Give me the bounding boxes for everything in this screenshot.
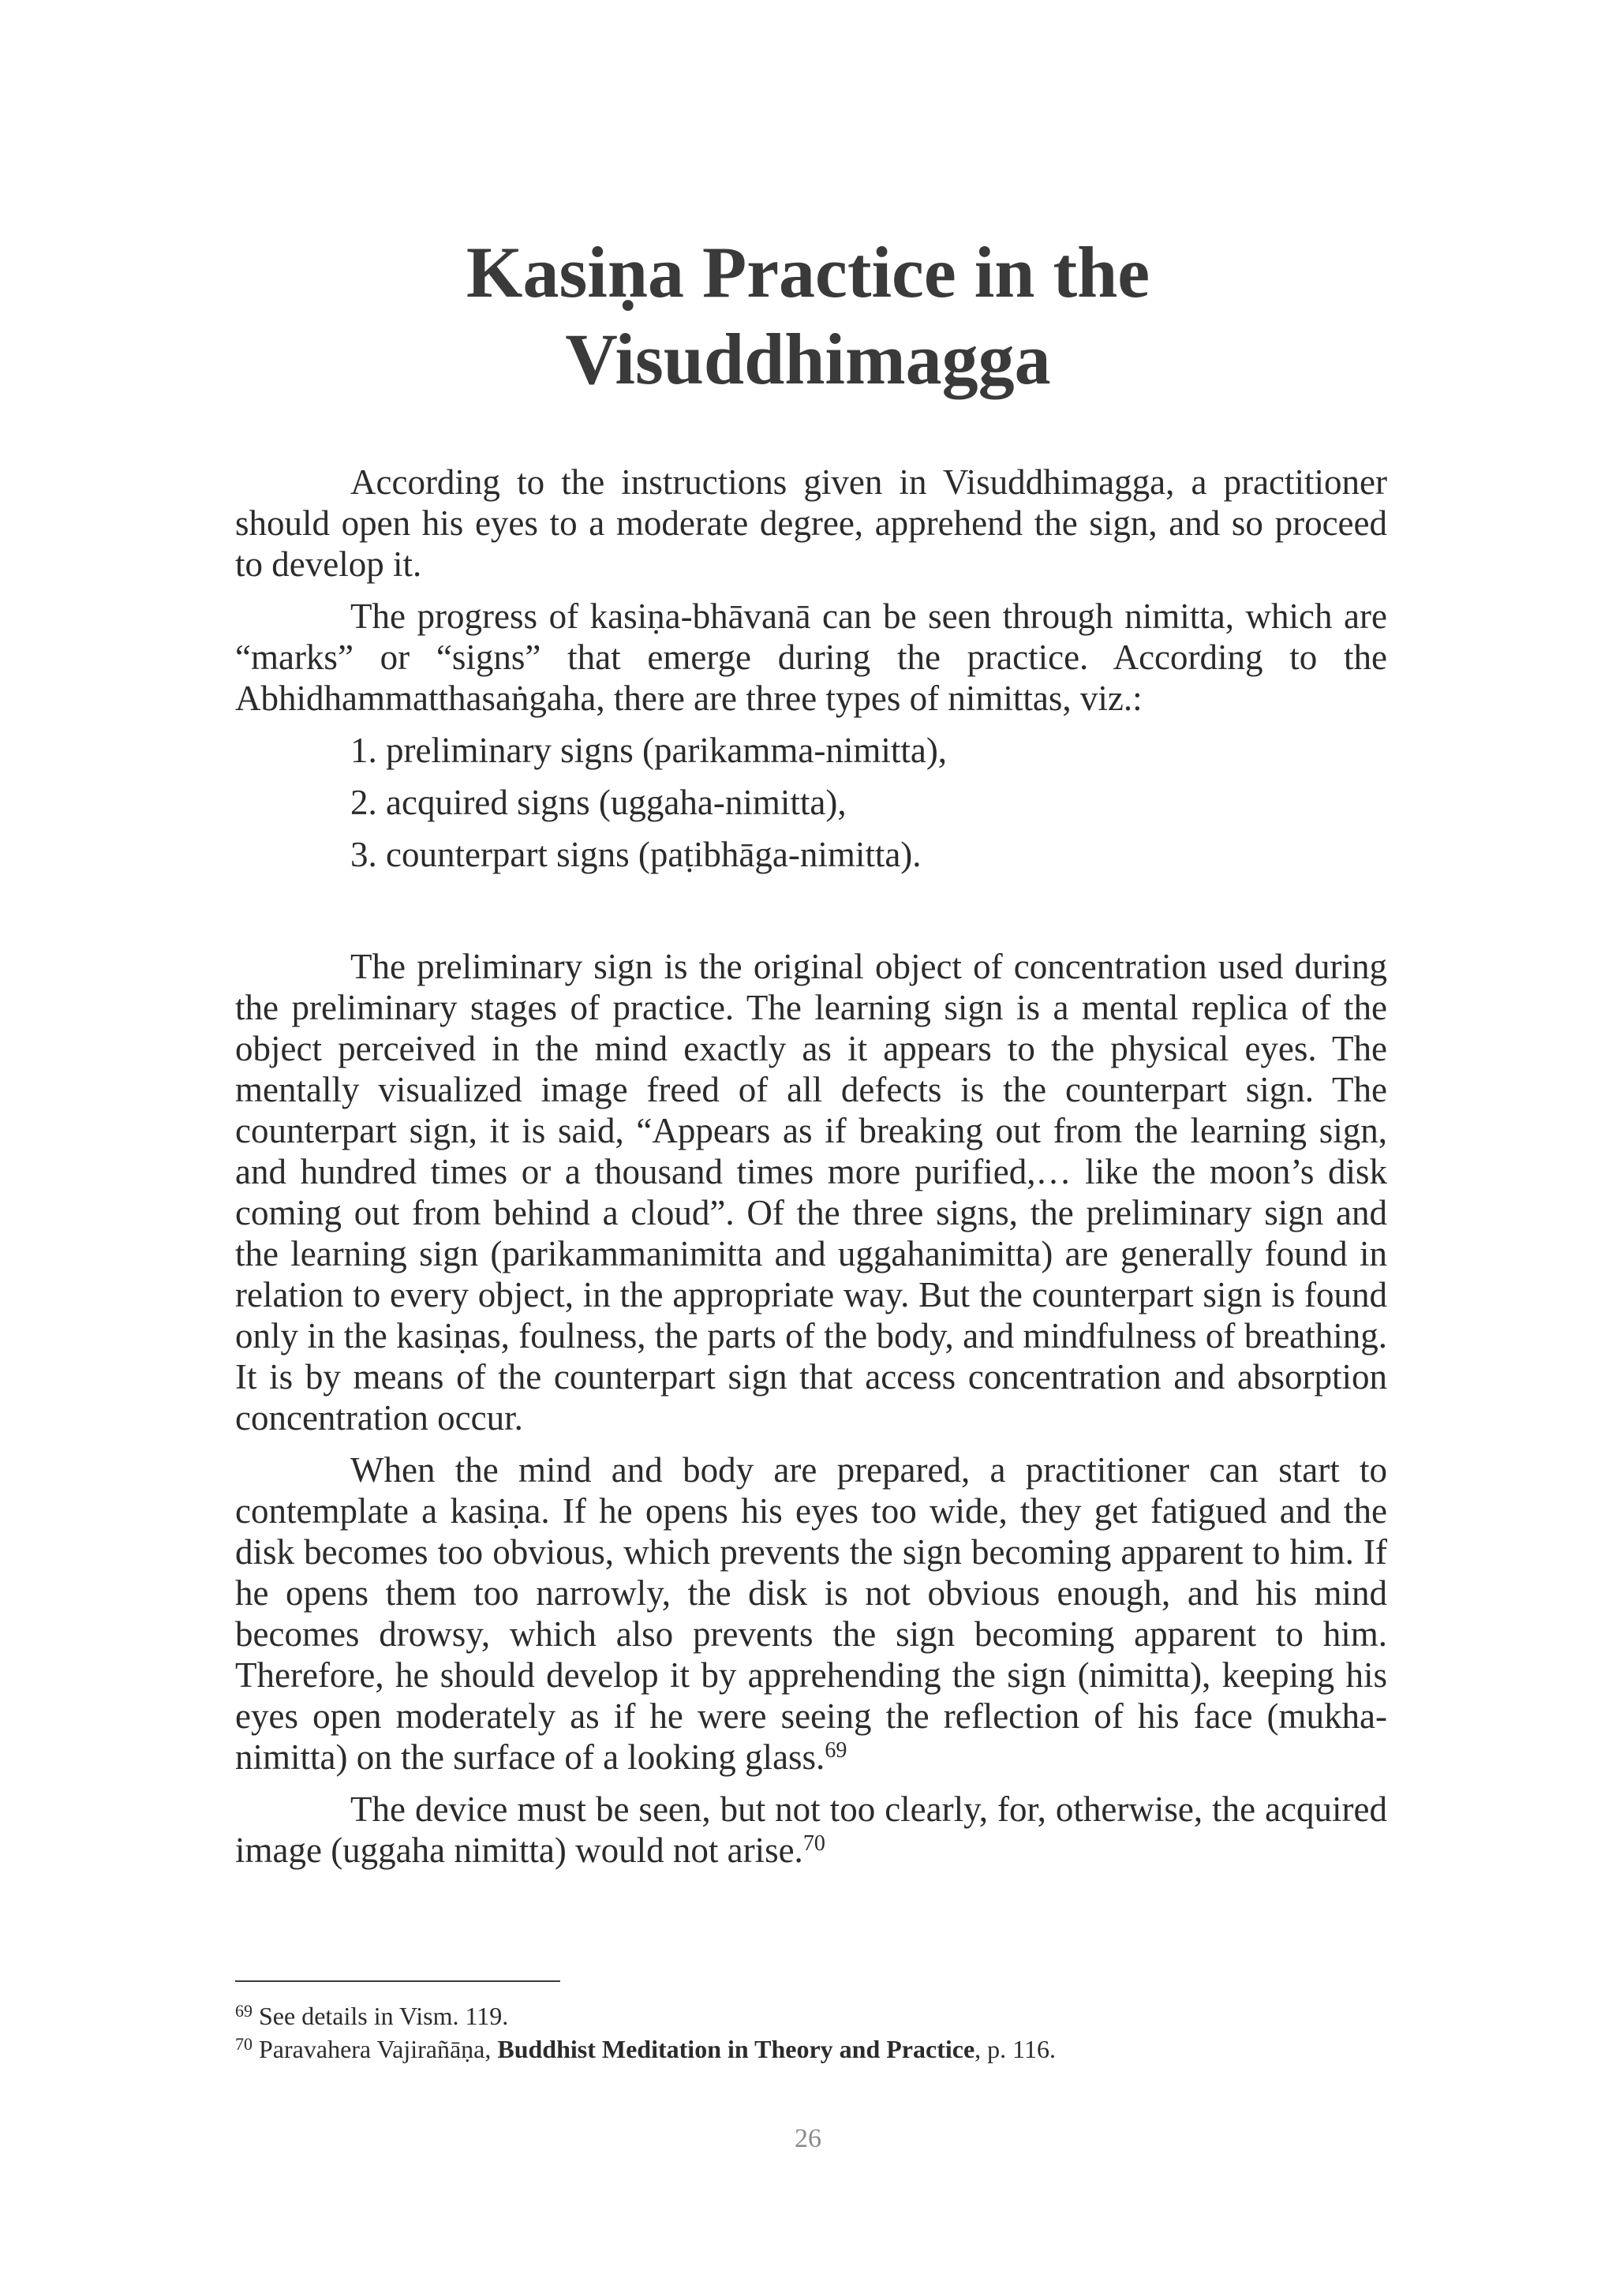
footnote-70 [235,2032,1387,2066]
footnote-ref-70[interactable]: 70 [802,1831,825,1856]
body-text [235,462,1387,1871]
footnote-author: Paravahera Vajirañāṇa, [259,2035,498,2063]
paragraph-4 [235,1449,1387,1778]
title-line-1: Kasiṇa Practice in the [466,232,1150,312]
paragraph-2: The progress of kasiṇa-bhāvanā can be seen through nimitta, which are “marks” or “signs” that emerge during the practice. According to the Abhidhammatthasaṅgaha, there are three types of nimittas, viz.: [235,596,1387,718]
paragraph-1: According to the instructions given in Visuddhimagga, a practitioner should open his eyes to a moderate degree, apprehend the sign, and so proceed to develop it. [235,462,1387,584]
list-item: 2. acquired signs (uggaha-nimitta), [350,783,847,822]
nimitta-list [235,730,1387,875]
footnotes [235,1999,1387,2066]
footnote-page: , p. 116. [974,2035,1056,2063]
title-line-2: Visuddhimagga [565,319,1051,399]
paragraph-4-text: When the mind and body are prepared, a practitioner can start to contemplate a kasiṇa. If he opens his eyes too wide, they get fatigued and the disk becomes too obvious, which prevents the sign becoming apparent to him. If he opens them too narrowly, the disk is not obvious enough, and his mind becomes drowsy, which also prevents the sign becoming apparent to him. Therefore, he should develop it by apprehending the sign (nimitta), keeping his eyes open moderately as if he were seeing the reflection of his face (mukha-nimitta) on the surface of a looking glass. [235,1450,1387,1777]
list-item: 1. preliminary signs (parikamma-nimitta), [350,731,948,770]
footnote-ref-69[interactable]: 69 [825,1738,847,1763]
paragraph-5 [235,1789,1387,1871]
footnote-number: 69 [235,2001,252,2021]
footnote-book-title: Buddhist Meditation in Theory and Practice [497,2035,975,2063]
page-title [0,229,1616,402]
footnote-69 [235,1999,1387,2032]
page-number: 26 [795,2124,821,2153]
list-item: 3. counterpart signs (paṭibhāga-nimitta). [350,835,922,874]
footnote-number: 70 [235,2034,252,2054]
paragraph-5-text: The device must be seen, but not too clearly, for, otherwise, the acquired image (uggaha nimitta) would not arise. [235,1789,1387,1870]
footnote-divider [235,1980,560,1982]
footnote-text: See details in Vism. 119. [259,2002,509,2030]
paragraph-3: The preliminary sign is the original object of concentration used during the preliminary stages of practice. The learning sign is a mental replica of the object perceived in the mind exactly as it appears to the physical eyes. The mentally visualized image freed of all defects is the counterpart sign. The counterpart sign, it is said, “Appears as if breaking out from the learning sign, and hundred times or a thousand times more purified,… like the moon’s disk coming out from behind a cloud”. Of the three signs, the preliminary sign and the learning sign (parikammanimitta and uggahanimitta) are generally found in relation to every object, in the appropriate way. But the counterpart sign is found only in the kasiṇas, foulness, the parts of the body, and mindfulness of breathing. It is by means of the counterpart sign that access concentration and absorption concentration occur. [235,947,1387,1438]
